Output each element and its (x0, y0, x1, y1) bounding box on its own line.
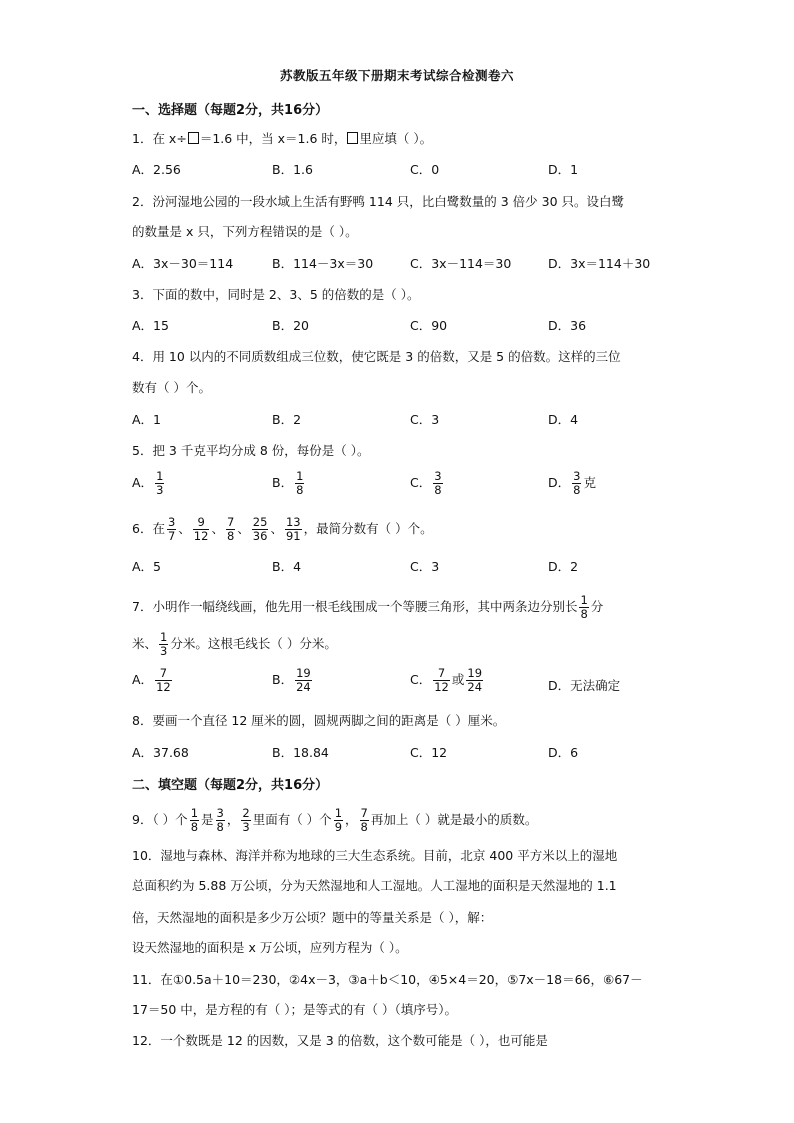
q1-option-d[interactable]: D．1 (548, 162, 579, 177)
q3-option-b[interactable]: B．20 (272, 318, 309, 333)
question-4-line-2: 数有（ ）个。 (132, 380, 211, 395)
q3-option-d[interactable]: D．36 (548, 318, 587, 333)
q4-option-c[interactable]: C．3 (410, 412, 440, 427)
fraction: $\frac{1}{8}$ (190, 806, 199, 834)
question-8: 8．要画一个直径 12 厘米的圆，圆规两脚之间的距离是（ ）厘米。 (132, 713, 506, 728)
question-10-line-3: 倍，天然湿地的面积是多少万公顷？题中的等量关系是（ ），解： (132, 910, 493, 925)
question-4-line-1: 4．用 10 以内的不同质数组成三位数，使它既是 3 的倍数，又是 5 的倍数。这样的三位 (132, 349, 621, 364)
fraction: $\frac{1}{8}$ (580, 593, 588, 621)
q2-option-a[interactable]: A．3x－30＝114 (132, 256, 234, 271)
exam-title: 苏教版五年级下册期末考试综合检测卷六 (279, 68, 514, 83)
fraction: $\frac{7}{12}$ (156, 666, 171, 694)
q5-option-a[interactable]: A． $\frac{1}{3}$ (132, 469, 164, 497)
q5-option-d[interactable]: D． $\frac{3}{8}$ 克 (548, 469, 596, 497)
question-6: 6．在 $\frac{3}{7}$ 、 $\frac{9}{12}$ 、 $\frac{7}{8}$ 、 $\frac{25}{36}$ 、 $\frac{13}{91}$ ，最简分数有（ ）个。 (132, 515, 433, 543)
q6-option-a[interactable]: A．5 (132, 559, 162, 574)
q8-option-c[interactable]: C．12 (410, 745, 448, 760)
q3-option-a[interactable]: A．15 (132, 318, 169, 333)
fraction: $\frac{3}{8}$ (573, 469, 581, 497)
q4-option-d[interactable]: D．4 (548, 412, 579, 427)
fraction: $\frac{25}{36}$ (252, 515, 268, 543)
q6-option-b[interactable]: B．4 (272, 559, 302, 574)
question-11-line-1: 11．在①0.5a＋10＝230，②4x－3，③a＋b＜10，④5×4＝20，⑤7x－18＝66，⑥67－ (132, 972, 643, 987)
fraction: $\frac{13}{91}$ (285, 515, 301, 543)
question-5: 5．把 3 千克平均分成 8 份，每份是（ ）。 (132, 443, 370, 458)
question-1: 1．在 x÷ ＝1.6 中，当 x＝1.6 时， 里应填（ ）。 (132, 131, 433, 146)
empty-box-icon (188, 132, 199, 144)
q1-option-a[interactable]: A．2.56 (132, 162, 181, 177)
question-12-line-1: 12．一个数既是 12 的因数，又是 3 的倍数，这个数可能是（ ），也可能是 (132, 1033, 548, 1048)
q4-option-b[interactable]: B．2 (272, 412, 302, 427)
fraction: $\frac{7}{12}$ (434, 666, 449, 694)
fraction: $\frac{1}{3}$ (156, 469, 164, 497)
q3-option-c[interactable]: C．90 (410, 318, 448, 333)
question-9: 9．（ ）个 $\frac{1}{8}$ 是 $\frac{3}{8}$ ， $\frac{2}{3}$ 里面有（ ）个 $\frac{1}{9}$ ， $\frac{7}{8}$ 再加上（ ）就是最小的质数。 (132, 806, 538, 834)
q6-option-c[interactable]: C．3 (410, 559, 440, 574)
fraction: $\frac{1}{8}$ (296, 469, 304, 497)
q7-option-c[interactable]: C． $\frac{7}{12}$ 或 $\frac{19}{24}$ (410, 666, 483, 694)
fraction: $\frac{9}{12}$ (193, 515, 209, 543)
fraction: $\frac{2}{3}$ (242, 806, 250, 834)
fraction: $\frac{7}{8}$ (226, 515, 235, 543)
q2-option-d[interactable]: D．3x＝114＋30 (548, 256, 651, 271)
q8-option-a[interactable]: A．37.68 (132, 745, 189, 760)
section-fill-blank-heading: 二、填空题（每题2分，共16分） (132, 778, 329, 793)
fraction: $\frac{3}{8}$ (434, 469, 442, 497)
fraction: $\frac{1}{9}$ (334, 806, 343, 834)
q2-option-c[interactable]: C．3x－114＝30 (410, 256, 512, 271)
q8-option-b[interactable]: B．18.84 (272, 745, 329, 760)
fraction: $\frac{19}{24}$ (296, 666, 311, 694)
q6-option-d[interactable]: D．2 (548, 559, 579, 574)
fraction: $\frac{3}{8}$ (216, 806, 224, 834)
q1-option-b[interactable]: B．1.6 (272, 162, 313, 177)
question-10-line-1: 10．湿地与森林、海洋并称为地球的三大生态系统。目前，北京 400 平方米以上的湿地 (132, 848, 618, 863)
q7-option-d[interactable]: D．无法确定 (548, 678, 621, 693)
question-11-line-2: 17＝50 中，是方程的有（ ）；是等式的有（ ）（填序号）。 (132, 1002, 457, 1017)
q5-option-c[interactable]: C． $\frac{3}{8}$ (410, 469, 442, 497)
q2-option-b[interactable]: B．114－3x＝30 (272, 256, 374, 271)
question-2-line-1: 2．汾河湿地公园的一段水域上生活有野鸭 114 只，比白鹭数量的 3 倍少 30 只。设白鹭 (132, 194, 625, 209)
empty-box-icon (347, 132, 358, 144)
q5-option-b[interactable]: B． $\frac{1}{8}$ (272, 469, 304, 497)
q4-option-a[interactable]: A．1 (132, 412, 162, 427)
fraction: $\frac{3}{7}$ (167, 515, 176, 543)
question-10-line-4: 设天然湿地的面积是 x 万公顷，应列方程为（ ）。 (132, 940, 408, 955)
section-multiple-choice-heading: 一、选择题（每题2分，共16分） (132, 103, 329, 118)
fraction: $\frac{1}{3}$ (160, 630, 168, 658)
question-3: 3．下面的数中，同时是 2、3、5 的倍数的是（ ）。 (132, 287, 420, 302)
q1-option-c[interactable]: C．0 (410, 162, 440, 177)
q8-option-d[interactable]: D．6 (548, 745, 579, 760)
question-7-line-2: 米、 $\frac{1}{3}$ 分米。这根毛线长（ ）分米。 (132, 630, 337, 658)
question-7-line-1: 7．小明作一幅绕线画，他先用一根毛线围成一个等腰三角形，其中两条边分别长 $\frac{1}{8}$ 分 (132, 593, 604, 621)
question-10-line-2: 总面积约为 5.88 万公顷，分为天然湿地和人工湿地。人工湿地的面积是天然湿地的 1.1 (132, 878, 617, 893)
question-2-line-2: 的数量是 x 只，下列方程错误的是（ ）。 (132, 224, 358, 239)
fraction: $\frac{19}{24}$ (467, 666, 483, 694)
q7-option-b[interactable]: B． $\frac{19}{24}$ (272, 666, 311, 694)
q7-option-a[interactable]: A． $\frac{7}{12}$ (132, 666, 171, 694)
fraction: $\frac{7}{8}$ (360, 806, 368, 834)
